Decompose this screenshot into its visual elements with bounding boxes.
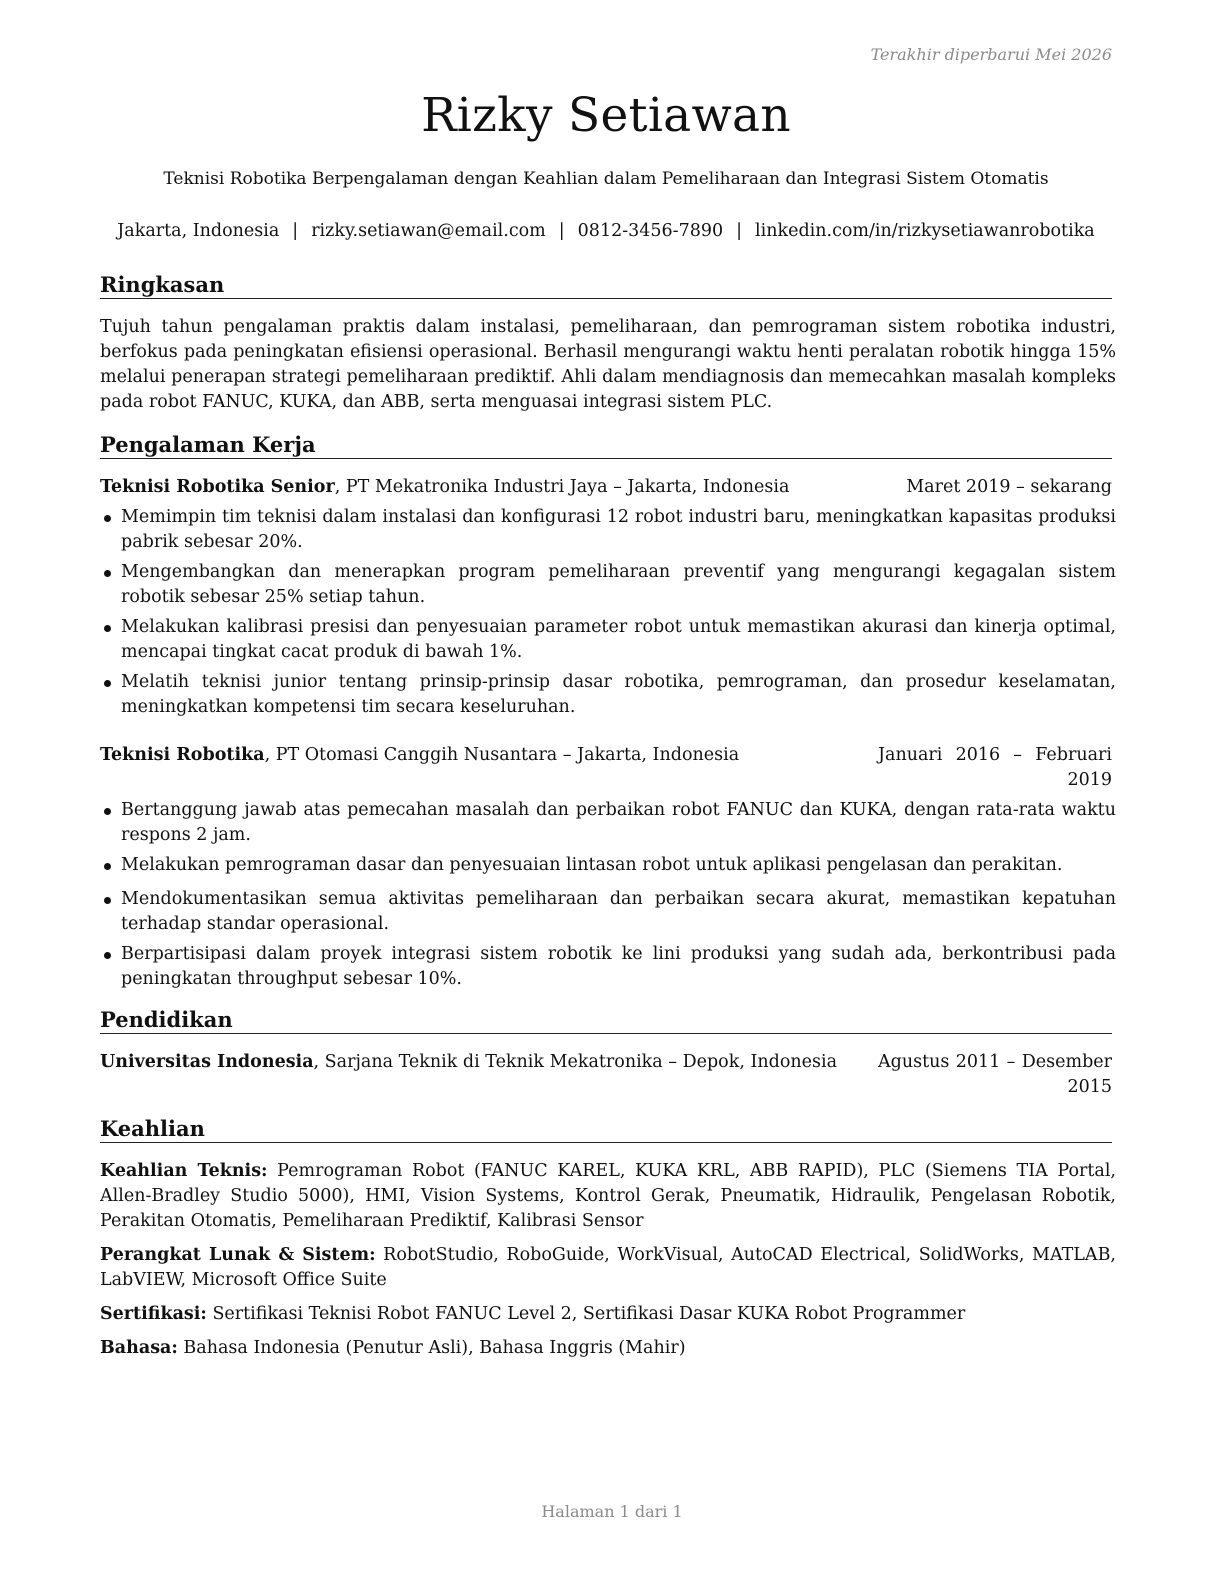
- job-role: Teknisi Robotika: [100, 745, 265, 765]
- list-item: Melatih teknisi junior tentang prinsip-prinsip dasar robotika, pemrograman, dan prosedur keselamatan, meningkatkan kompetensi tim secara keseluruhan.: [100, 670, 1116, 720]
- contact-separator: |: [736, 221, 743, 241]
- skills-text: Sertifikasi Teknisi Robot FANUC Level 2, Sertifikasi Dasar KUKA Robot Programmer: [206, 1304, 966, 1324]
- education-dates: Agustus 2011 – Desember 2015: [878, 1052, 1112, 1097]
- experience-heading: Pengalaman Kerja: [100, 432, 1112, 459]
- skills-text: RobotStudio, RoboGuide, WorkVisual, AutoCAD Electrical, SolidWorks, MATLAB, LabVIEW, Microsoft Office Suite: [100, 1245, 1116, 1290]
- skills-software: [100, 1243, 1116, 1293]
- job-bullets-1: [100, 505, 1116, 720]
- education-heading: Pendidikan: [100, 1007, 1112, 1034]
- skills-technical: [100, 1159, 1116, 1234]
- skills-heading: Keahlian: [100, 1116, 1112, 1143]
- skills-text: Bahasa Indonesia (Penutur Asli), Bahasa Inggris (Mahir): [177, 1338, 686, 1358]
- job-bullets-2: [100, 798, 1116, 992]
- job-title-org: [100, 743, 739, 768]
- contact-separator: |: [558, 221, 565, 241]
- contact-phone: 0812-3456-7890: [577, 221, 724, 241]
- job-title-org: [100, 475, 789, 500]
- job-dates: Maret 2019 – sekarang: [906, 477, 1112, 497]
- list-item: Memimpin tim teknisi dalam instalasi dan konfigurasi 12 robot industri baru, meningkatkan kapasitas produksi pabrik sebesar 20%.: [100, 505, 1116, 555]
- headline: Teknisi Robotika Berpengalaman dengan Keahlian dalam Pemeliharaan dan Integrasi Sistem Otomatis: [163, 169, 1049, 189]
- contact-linkedin[interactable]: linkedin.com/in/rizkysetiawanrobotika: [755, 221, 1095, 241]
- contact-email[interactable]: rizky.setiawan@email.com: [311, 221, 546, 241]
- contact-line: [86, 221, 1126, 241]
- job-org: , PT Mekatronika Industri Jaya – Jakarta, Indonesia: [334, 477, 790, 497]
- list-item: Melakukan pemrograman dasar dan penyesuaian lintasan robot untuk aplikasi pengelasan dan perakitan.: [100, 853, 1116, 878]
- education-school-degree: [100, 1050, 837, 1075]
- list-item: Berpartisipasi dalam proyek integrasi sistem robotik ke lini produksi yang sudah ada, berkontribusi pada peningkatan throughput sebesar 10%.: [100, 942, 1116, 992]
- education-degree: , Sarjana Teknik di Teknik Mekatronika – Depok, Indonesia: [313, 1052, 838, 1072]
- skills-certifications: [100, 1302, 1116, 1327]
- job-role: Teknisi Robotika Senior: [100, 477, 335, 497]
- skills-label: Sertifikasi:: [100, 1304, 207, 1324]
- skills-text: Pemrograman Robot (FANUC KAREL, KUKA KRL, ABB RAPID), PLC (Siemens TIA Portal, Allen-Bradley Studio 5000), HMI, Vision Systems, Kontrol Gerak, Pneumatik, Hidraulik, Pengelasan Robotik, Perakitan Otomatis, Pemeliharaan Prediktif, Kalibrasi Sensor: [100, 1161, 1116, 1231]
- skills-languages: [100, 1336, 1116, 1361]
- page-number-footer: Halaman 1 dari 1: [541, 1502, 683, 1521]
- job-dates: Januari 2016 – Februari 2019: [878, 745, 1112, 790]
- list-item: Mendokumentasikan semua aktivitas pemeliharaan dan perbaikan secara akurat, memastikan kepatuhan terhadap standar operasional.: [100, 887, 1116, 937]
- list-item: Bertanggung jawab atas pemecahan masalah dan perbaikan robot FANUC dan KUKA, dengan rata-rata waktu respons 2 jam.: [100, 798, 1116, 848]
- candidate-name: Rizky Setiawan: [421, 88, 791, 143]
- contact-location: Jakarta, Indonesia: [117, 221, 280, 241]
- list-item: Mengembangkan dan menerapkan program pemeliharaan preventif yang mengurangi kegagalan sistem robotik sebesar 25% setiap tahun.: [100, 560, 1116, 610]
- education-school: Universitas Indonesia: [100, 1052, 314, 1072]
- summary-heading: Ringkasan: [100, 272, 1112, 299]
- skills-label: Bahasa:: [100, 1338, 178, 1358]
- summary-text: Tujuh tahun pengalaman praktis dalam instalasi, pemeliharaan, dan pemrograman sistem robotika industri, berfokus pada peningkatan efisiensi operasional. Berhasil mengurangi waktu henti peralatan robotik hingga 15% melalui penerapan strategi pemeliharaan prediktif. Ahli dalam mendiagnosis dan memecahkan masalah kompleks pada robot FANUC, KUKA, dan ABB, serta menguasai integrasi sistem PLC.: [100, 317, 1116, 412]
- list-item: Melakukan kalibrasi presisi dan penyesuaian parameter robot untuk memastikan akurasi dan kinerja optimal, mencapai tingkat cacat produk di bawah 1%.: [100, 615, 1116, 665]
- job-org: , PT Otomasi Canggih Nusantara – Jakarta, Indonesia: [264, 745, 740, 765]
- skills-label: Perangkat Lunak & Sistem:: [100, 1245, 376, 1265]
- last-updated-note: Terakhir diperbarui Mei 2026: [870, 45, 1112, 64]
- contact-separator: |: [292, 221, 299, 241]
- skills-label: Keahlian Teknis:: [100, 1161, 268, 1181]
